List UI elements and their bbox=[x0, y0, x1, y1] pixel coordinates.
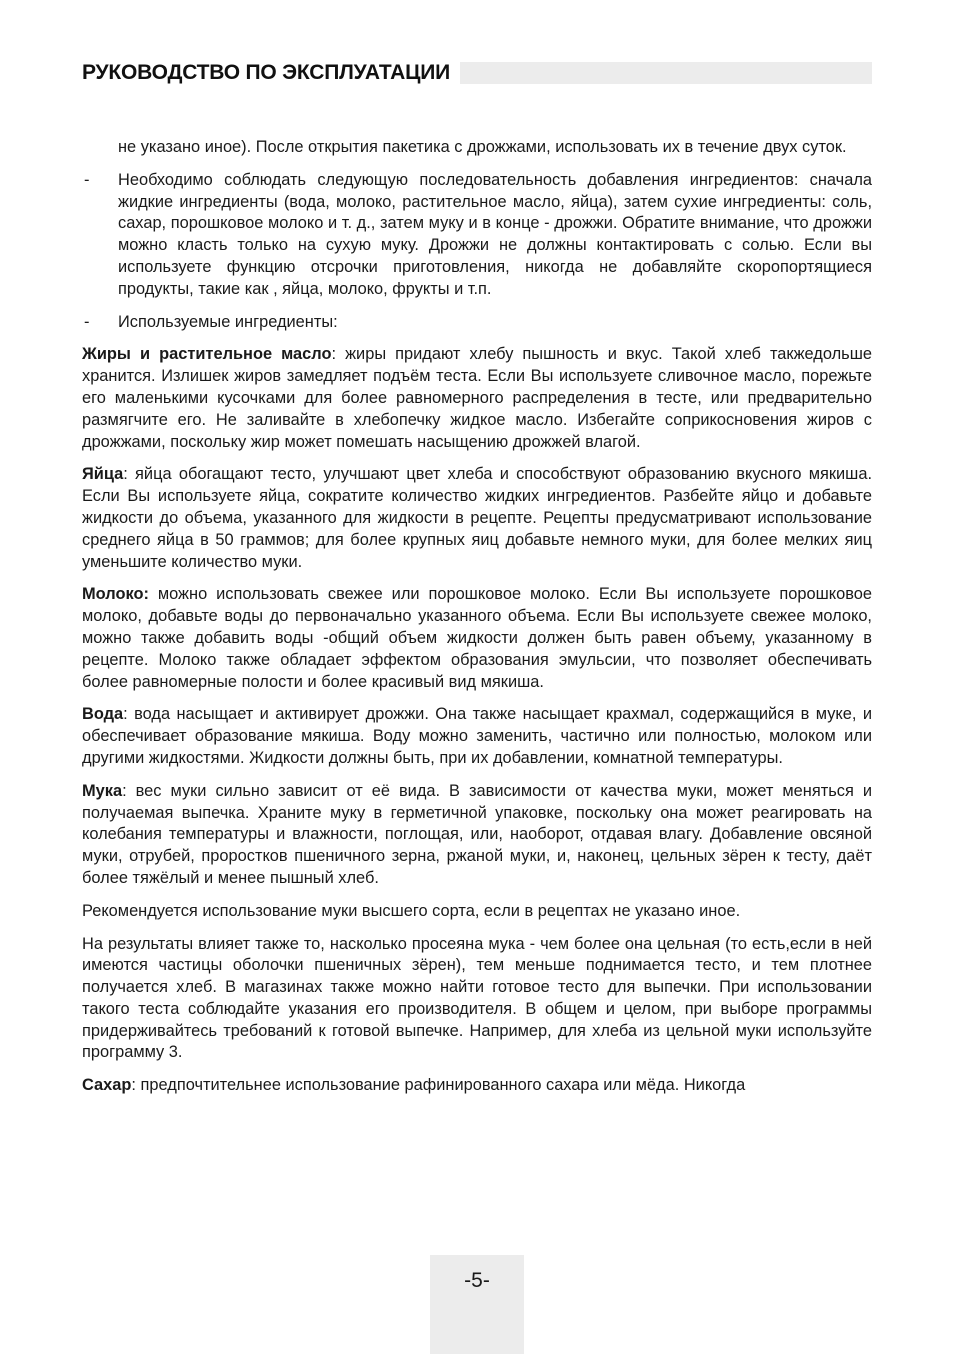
paragraph-flour-recommendation: Рекомендуется использование муки высшего сорта, если в рецептах не указано иное. bbox=[82, 901, 741, 920]
paragraph-yeast-continuation: не указано иное). После открытия пакетика с дрожжами, использовать их в течение двух суток. bbox=[118, 138, 847, 156]
document-body bbox=[82, 137, 872, 1097]
page-number: -5- bbox=[464, 1269, 490, 1292]
header-bar bbox=[82, 62, 872, 84]
text-sugar: : предпочтительнее использование рафинированного сахара или мёда. Никогда bbox=[131, 1076, 746, 1095]
term-flour: Мука bbox=[82, 781, 123, 800]
page-title: РУКОВОДСТВО ПО ЭКСПЛУАТАЦИИ bbox=[82, 60, 460, 86]
list-item-text: Используемые ингредиенты: bbox=[118, 312, 338, 331]
text-water: : вода насыщает и активирует дрожжи. Она также насыщает крахмал, содержащийся в муке, и обеспечивает образование мякиша. Воду можно заменить, частично или полностью, молоком или другими жидкостями. Жидкости должны быть, при их добавлении, комнатной температуры. bbox=[82, 705, 872, 767]
paragraph-flour bbox=[82, 781, 872, 890]
text-fats: : жиры придают хлебу пышность и вкус. Такой хлеб такжедольше хранится. Излишек жиров замедляет подъём теста. Если Вы используете сливочное масло, порежьте его маленькими кусочками для более равномерного распределения в тесте, или предварительно размягчите его. Не заливайте в хлебопечку жидкое масло. Избегайте соприкосновения жиров с дрожжами, поскольку жир может помешать насыщению дрожжей влагой. bbox=[82, 345, 872, 451]
paragraph-fats bbox=[82, 344, 872, 453]
term-eggs: Яйца bbox=[82, 465, 124, 484]
paragraph-sugar bbox=[82, 1075, 872, 1097]
bullet-dash: - bbox=[84, 170, 90, 189]
term-sugar: Сахар bbox=[82, 1076, 132, 1095]
term-fats: Жиры и растительное масло bbox=[82, 345, 332, 364]
paragraph-water bbox=[82, 704, 872, 769]
bullet-dash: - bbox=[84, 312, 90, 331]
list-item-text: Необходимо соблюдать следующую последовательность добавления ингредиентов: сначала жидкие ингредиенты (вода, молоко, растительное масло, яйца), затем сухие ингредиенты: соль, сахар, порошковое молоко и т. д., затем муку и в конце - дрожжи. Обратите внимание, что дрожжи можно класть только на сухую муку. Дрожжи не должны контактировать с солью. Если вы используете функцию отсрочки приготовления, никогда не добавляйте скоропортящиеся продукты, такие как , яйца, молоко, фрукты и т.п. bbox=[118, 170, 872, 298]
page-number-box bbox=[430, 1255, 524, 1354]
term-water: Вода bbox=[82, 705, 124, 724]
paragraph-flour-sifting: На результаты влияет также то, насколько просеяна мука - чем более она цельная (то есть,если в ней имеются частицы оболочки пшеничных зёрен), тем меньше поднимается тесто, и тем плотнее получается хлеб. В магазинах также можно найти готовое тесто для выпечки. При использовании такого теста соблюдайте указания его производителя. В общем и целом, при выборе программы придерживайтесь требований к готовой выпечке. Например, для хлеба из цельной муки используйте программу 3. bbox=[82, 934, 872, 1062]
paragraph-milk bbox=[82, 584, 872, 693]
list-item-ingredient-order bbox=[82, 170, 872, 301]
paragraph-eggs bbox=[82, 464, 872, 573]
text-milk: можно использовать свежее или порошковое молоко. Если Вы используете порошковое молоко, добавьте воды до первоначально указанного объема. Если Вы используете свежее молоко, можно также добавить воды -общий объем жидкости должен быть равен объему, указанному в рецепте. Молоко также обладает эффектом образования эмульсии, что позволяет обеспечивать более равномерные полости и более красивый вид мякиша. bbox=[82, 585, 872, 691]
term-milk: Молоко: bbox=[82, 585, 149, 604]
text-eggs: : яйца обогащают тесто, улучшают цвет хлеба и способствуют образованию вкусного мякиша. Если Вы используете яйца, сократите количество жидких ингредиентов. Разбейте яйцо и добавьте жидкости до объема, указанного для жидкости в рецепте. Рецепты предусматривают использование среднего яйца в 50 граммов; для более крупных яиц добавьте немного муки, для более мелких яиц уменьшите количество муки. bbox=[82, 465, 872, 571]
list-item-ingredients-used bbox=[82, 312, 872, 334]
text-flour: : вес муки сильно зависит от её вида. В зависимости от качества муки, может меняться и получаемая выпечка. Храните муку в герметичной упаковке, поскольку она может реагировать на колебания температуры и влажности, поглощая, или, наоборот, отдавая влагу. Добавление овсяной муки, отрубей, проростков пшеничного зерна, ржаной муки, и, наконец, цельных зёрен к тесту, даёт более тяжёлый и менее пышный хлеб. bbox=[82, 781, 872, 887]
